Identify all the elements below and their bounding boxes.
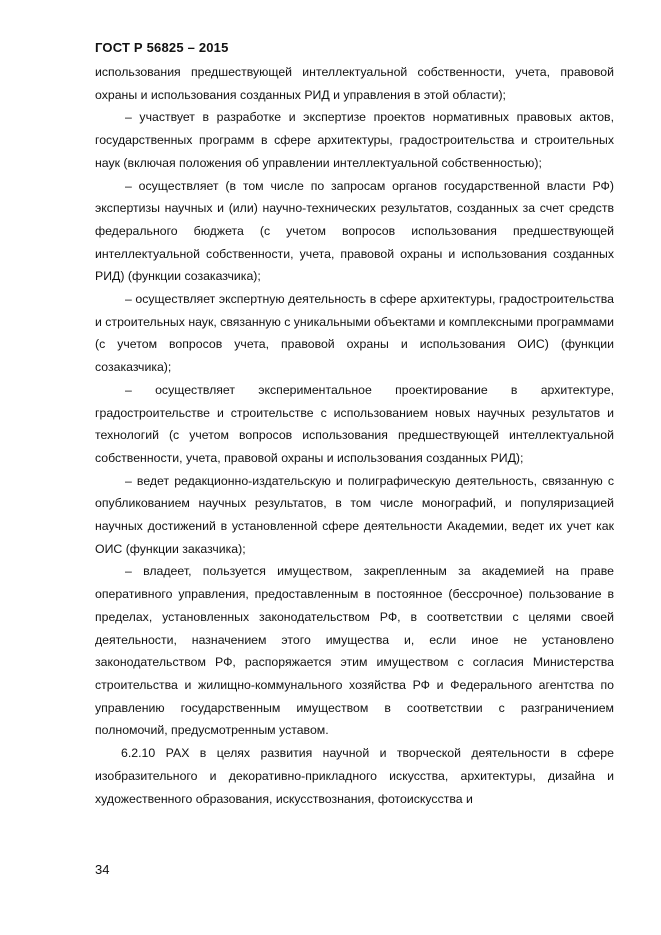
list-item-property: – владеет, пользуется имуществом, закрепленным за академией на праве оперативного управления, предоставленным в постоянное (бессрочное) пользование в пределах, установленных законодательством РФ, в соответствии с целями своей деятельности, назначением этого имущества и, если иное не установлено законодательством РФ, распоряжается этим имуществом с согласия Министерства строительства и жилищно-коммунального хозяйства РФ и Федерального агентства по управлению государственным имуществом в соответствии с разграничением полномочий, предусмотренным уставом. [95, 564, 614, 738]
list-item-expertise: – осуществляет (в том числе по запросам органов государственной власти РФ) экспертизы научных и (или) научно-технических результатов, созданных за счет средств федерального бюджета (с учетом вопросов использования предшествующей интеллектуальной собственности, учета, правовой охраны и использования созданных РИД) (функции созаказчика); [95, 178, 614, 284]
list-item-experimental-design: – осуществляет экспериментальное проектирование в архитектуре, градостроительстве и строительстве с использованием новых научных результатов и технологий (с учетом вопросов использования предшествующей интеллектуальной собственности, учета, правовой охраны и использования созданных РИД); [95, 382, 614, 465]
paragraph-continuation: использования предшествующей интеллектуальной собственности, учета, правовой охраны и использования созданных РИД и управления в этой области); [95, 65, 614, 102]
body-text [95, 61, 614, 810]
section-6-2-10: 6.2.10 РАХ в целях развития научной и творческой деятельности в сфере изобразительного и декоративно-прикладного искусства, архитектуры, дизайна и художественного образования, искусствознания, фотоискусства и [95, 746, 614, 806]
document-code-header: ГОСТ Р 56825 – 2015 [95, 40, 229, 55]
list-item-publishing: – ведет редакционно-издательскую и полиграфическую деятельность, связанную с опубликованием научных результатов, в том числе монографий, и популяризацией научных достижений в установленной сфере деятельности Академии, ведет их учет как ОИС (функции заказчика); [95, 473, 614, 556]
page-number: 34 [95, 862, 110, 877]
list-item-legal-acts: – участвует в разработке и экспертизе проектов нормативных правовых актов, государственных программ в сфере архитектуры, градостроительства и строительных наук (включая положения об управлении интеллектуальной собственностью); [95, 110, 614, 170]
list-item-expert-activity: – осуществляет экспертную деятельность в сфере архитектуры, градостроительства и строительных наук, связанную с уникальными объектами и комплексными программами (с учетом вопросов учета, правовой охраны и использования ОИС) (функции созаказчика); [95, 292, 614, 375]
